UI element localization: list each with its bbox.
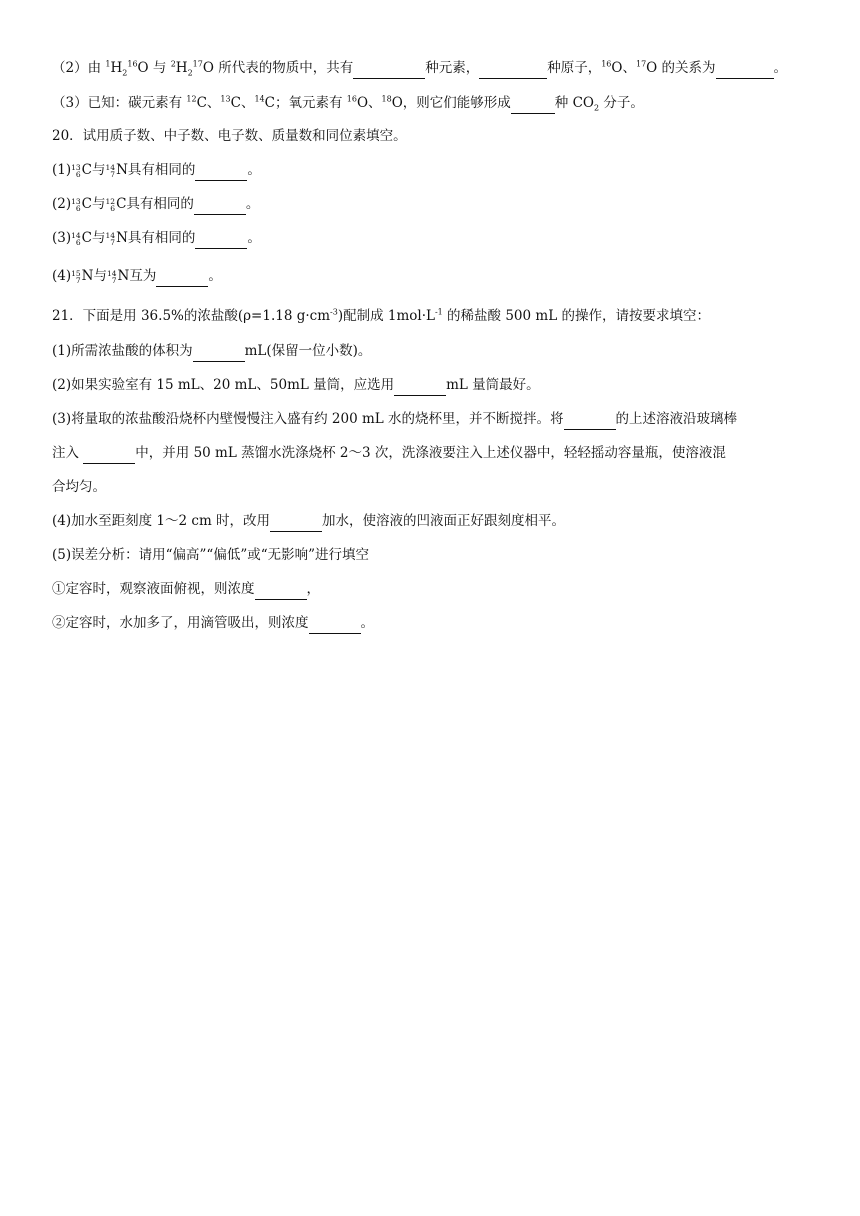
- text: 的稀盐酸 500 mL 的操作，请按要求填空：: [442, 308, 710, 324]
- text: C；氧元素有: [264, 95, 347, 111]
- mass-number: 15: [71, 268, 81, 278]
- text: O，则它们能够形成: [391, 95, 511, 111]
- text: (3): [52, 230, 72, 246]
- q20-item-2: [52, 194, 820, 215]
- sup: -1: [434, 307, 443, 317]
- text: O 所代表的物质中，共有: [202, 60, 354, 76]
- text: （3）已知：碳元素有: [52, 95, 187, 111]
- answer-blank[interactable]: [511, 93, 555, 114]
- answer-blank[interactable]: [353, 58, 425, 79]
- sub: 2: [187, 68, 193, 78]
- element: C: [81, 230, 93, 246]
- answer-blank[interactable]: [564, 409, 616, 430]
- text: 具有相同的: [126, 196, 194, 212]
- sup: 18: [381, 94, 392, 104]
- text: )配制成 1mol·L: [337, 308, 435, 324]
- q21-step-3-line1: [52, 409, 820, 430]
- text: O、: [611, 60, 636, 76]
- text: (4): [52, 268, 72, 284]
- text: (2)如果实验室有 15 mL、20 mL、50mL 量筒，应选用: [52, 377, 395, 393]
- answer-blank[interactable]: [255, 579, 307, 600]
- mass-number: 12: [105, 196, 116, 206]
- q19-part3: [52, 93, 820, 114]
- text: 种 CO: [554, 95, 594, 111]
- element: N: [81, 268, 94, 284]
- text: (4)加水至距刻度 1～2 cm 时，改用: [52, 513, 271, 529]
- answer-blank[interactable]: [195, 160, 247, 181]
- text: (3)将量取的浓盐酸沿烧杯内壁慢慢注入盛有约 200 mL 水的烧杯里，并不断搅拌。将: [52, 411, 564, 427]
- text: 种元素，: [425, 60, 480, 76]
- text: ②定容时，水加多了，用滴管吸出，则浓度: [52, 615, 309, 631]
- text: 与: [92, 230, 106, 246]
- element: N: [116, 230, 128, 246]
- answer-blank[interactable]: [479, 58, 547, 79]
- sup: 16: [346, 94, 357, 104]
- text: 具有相同的: [127, 162, 196, 178]
- q21-title: [52, 306, 820, 326]
- answer-blank[interactable]: [270, 511, 322, 532]
- text: C、: [196, 95, 221, 111]
- isotope-notation: [71, 232, 81, 246]
- answer-blank[interactable]: [394, 375, 446, 396]
- mass-number: 14: [106, 268, 117, 278]
- q20-title: 20．试用质子数、中子数、电子数、质量数和同位素填空。: [52, 128, 407, 144]
- text: H: [175, 60, 188, 76]
- isotope-notation: [71, 270, 81, 284]
- text: (1)所需浓盐酸的体积为: [52, 343, 193, 359]
- sup: 16: [127, 59, 138, 69]
- sup: 16: [601, 59, 612, 69]
- atomic-number: 7: [110, 237, 116, 247]
- text: 种原子，: [547, 60, 602, 76]
- mass-number: 14: [105, 162, 116, 172]
- q21-step-5: (5)误差分析：请用“偏高”“偏低”或“无影响”进行填空: [52, 547, 370, 563]
- isotope-notation: [106, 164, 116, 178]
- atomic-number: 6: [75, 203, 81, 213]
- text: 具有相同的: [127, 230, 196, 246]
- mass-number: 14: [105, 230, 116, 240]
- isotope-notation: [71, 164, 81, 178]
- q21-step-3-line3: 合均匀。: [52, 479, 106, 495]
- text: 加水，使溶液的凹液面正好跟刻度相平。: [322, 513, 566, 529]
- q21-step-1: [52, 341, 820, 362]
- text: 与: [93, 268, 107, 284]
- isotope-notation: [106, 198, 116, 212]
- element: C: [81, 196, 93, 212]
- element: C: [116, 196, 127, 212]
- text: 分子。: [599, 95, 644, 111]
- q21-error-1: [52, 579, 820, 600]
- text: ①定容时，观察液面俯视，则浓度: [52, 581, 255, 597]
- sup: 13: [220, 94, 231, 104]
- text: 。: [245, 196, 260, 212]
- sup: 17: [192, 59, 203, 69]
- atomic-number: 7: [110, 169, 116, 179]
- text: 21．下面是用 36.5%的浓盐酸(ρ=1.18 g·cm: [52, 308, 331, 324]
- answer-blank[interactable]: [309, 613, 361, 634]
- mass-number: 14: [71, 230, 81, 240]
- element: C: [81, 162, 93, 178]
- q21-step-3-line2: [52, 443, 820, 464]
- text: 。: [360, 615, 374, 631]
- sup: -3: [330, 307, 338, 317]
- text: (2): [52, 196, 72, 212]
- text: C、: [230, 95, 255, 111]
- isotope-notation: [106, 232, 116, 246]
- text: O、: [356, 95, 382, 111]
- text: 与: [92, 196, 106, 212]
- text: 中，并用 50 mL 蒸馏水洗涤烧杯 2～3 次，洗涤液要注入上述仪器中，轻轻摇动容量瓶，使溶液混: [135, 445, 726, 461]
- text: O 的关系为: [646, 60, 716, 76]
- text: 。: [208, 268, 222, 284]
- q21-step-2: [52, 375, 820, 396]
- sup: 12: [186, 94, 197, 104]
- q20-item-4: [52, 266, 820, 287]
- mass-number: 13: [71, 196, 81, 206]
- text: mL(保留一位小数)。: [244, 343, 372, 359]
- answer-blank[interactable]: [156, 266, 208, 287]
- text: 。: [247, 230, 261, 246]
- sub: 2: [594, 103, 600, 113]
- text: 。: [773, 60, 788, 76]
- sup: 14: [254, 94, 265, 104]
- atomic-number: 7: [111, 275, 117, 285]
- q20-item-1: [52, 160, 820, 181]
- q19-part2: [52, 58, 820, 79]
- text: O 与: [137, 60, 171, 76]
- text: 。: [247, 162, 261, 178]
- text: 的上述溶液沿玻璃棒: [615, 411, 738, 427]
- text: 注入: [52, 445, 84, 461]
- q20-item-3: [52, 228, 820, 249]
- answer-blank[interactable]: [716, 58, 774, 79]
- sub: 2: [122, 68, 128, 78]
- text: 互为: [129, 268, 157, 284]
- text: H: [110, 60, 123, 76]
- element: N: [117, 268, 130, 284]
- answer-blank[interactable]: [194, 194, 246, 215]
- element: N: [116, 162, 128, 178]
- sup: 2: [170, 59, 176, 69]
- answer-blank[interactable]: [193, 341, 245, 362]
- answer-blank[interactable]: [83, 443, 135, 464]
- sup: 17: [635, 59, 647, 69]
- text: 与: [92, 162, 106, 178]
- q21-step-4: [52, 511, 820, 532]
- atomic-number: 6: [75, 169, 81, 179]
- text: （2）由: [52, 60, 106, 76]
- sup: 1: [105, 59, 111, 69]
- atomic-number: 7: [75, 275, 81, 285]
- answer-blank[interactable]: [195, 228, 247, 249]
- atomic-number: 6: [75, 237, 81, 247]
- mass-number: 13: [71, 162, 81, 172]
- isotope-notation: [71, 198, 81, 212]
- text: mL 量筒最好。: [446, 377, 540, 393]
- q21-error-2: [52, 613, 820, 634]
- text: ，: [306, 581, 320, 597]
- atomic-number: 6: [110, 203, 116, 213]
- text: (1): [52, 162, 72, 178]
- isotope-notation: [107, 270, 117, 284]
